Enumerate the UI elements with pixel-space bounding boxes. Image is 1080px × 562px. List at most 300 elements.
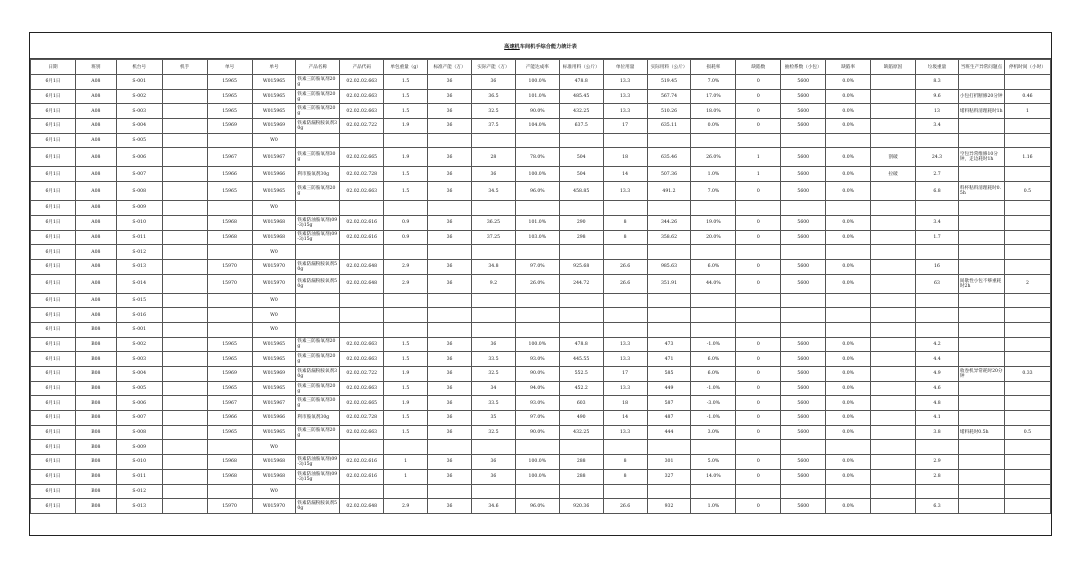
table-cell: 铁素防油胺氧剂(09-3)15g [296,230,340,245]
table-cell [916,484,959,499]
table-cell [559,440,603,455]
table-cell: 13.3 [603,381,647,396]
table-cell: 15965 [207,182,252,201]
table-cell: S-010 [116,215,162,230]
table-cell: 635.46 [647,148,691,167]
table-cell: 36 [471,75,515,90]
table-cell [1004,245,1050,260]
table-cell [559,484,603,499]
table-cell: 0.0% [826,337,871,352]
table-cell: A08 [75,133,116,148]
table-cell [428,133,472,148]
table-cell [515,293,559,308]
table-cell: 0 [736,411,781,426]
table-cell: 32.5 [471,104,515,119]
table-cell: 2.7 [916,167,959,182]
table-cell: 6月1日 [31,308,76,323]
table-cell [871,381,916,396]
table-row [31,119,1051,134]
table-cell [207,322,252,337]
table-cell [958,411,1004,426]
table-row [31,104,1051,119]
table-cell [384,440,428,455]
table-cell: 37.5 [471,119,515,134]
table-cell: A08 [75,104,116,119]
table-cell [916,201,959,216]
table-cell: A08 [75,167,116,182]
table-cell [958,440,1004,455]
table-cell: 0 [736,215,781,230]
table-cell: 507.36 [647,167,691,182]
table-cell [428,322,472,337]
table-cell: 36 [471,455,515,470]
table-cell: 36 [428,119,472,134]
table-cell [515,133,559,148]
table-cell: B08 [75,484,116,499]
table-cell [1004,133,1050,148]
column-header: 实际用料（公斤） [647,60,691,75]
table-cell [207,293,252,308]
table-row [31,293,1051,308]
table-cell: 6月1日 [31,455,76,470]
table-cell: 34.6 [471,499,515,514]
table-cell [162,245,207,260]
table-cell: 2.9 [916,455,959,470]
table-cell: 1.5 [384,411,428,426]
table-cell: 298 [559,230,603,245]
table-cell [296,245,340,260]
column-header: 单号 [252,60,296,75]
table-cell [1004,455,1050,470]
table-cell: 0 [736,425,781,440]
table-cell: 0 [736,396,781,411]
table-row [31,259,1051,274]
table-cell: A08 [75,245,116,260]
table-cell [1004,381,1050,396]
table-cell: 9.6 [916,89,959,104]
table-cell [781,440,826,455]
table-cell: 0.0% [826,469,871,484]
table-cell [207,201,252,216]
table-cell: 0.0% [826,230,871,245]
table-cell [958,201,1004,216]
table-cell: 13 [916,104,959,119]
table-cell [207,440,252,455]
table-cell: 637.5 [559,119,603,134]
table-cell [1004,75,1050,90]
table-cell: S-014 [116,274,162,293]
column-header: 当班生产异常问题点 [958,60,1004,75]
table-cell: W015965 [252,75,296,90]
table-cell: 02.02.02.665 [340,148,384,167]
table-cell: 0.0% [826,167,871,182]
table-cell: 1.5 [384,337,428,352]
table-cell: 5600 [781,259,826,274]
table-cell: 15969 [207,367,252,382]
table-cell: 36 [428,367,472,382]
table-cell [603,293,647,308]
table-cell: 15969 [207,119,252,134]
table-cell: 02.02.02.722 [340,119,384,134]
column-header: 产能达成率 [515,60,559,75]
table-cell: 36 [428,104,472,119]
table-cell: 44.0% [691,274,736,293]
table-cell: 铁素三防胺氧剂20g [296,381,340,396]
table-cell [162,396,207,411]
table-cell: 587 [647,396,691,411]
table-cell: 02.02.02.722 [340,367,384,382]
table-cell: 利市胺氧剂30g [296,411,340,426]
table-cell: 6月1日 [31,230,76,245]
table-cell: 5600 [781,230,826,245]
table-cell [340,245,384,260]
table-cell [958,396,1004,411]
table-cell [207,133,252,148]
table-cell: 3.8 [916,425,959,440]
table-cell [162,274,207,293]
table-cell: 0 [736,182,781,201]
table-cell [384,133,428,148]
table-cell: 15968 [207,230,252,245]
table-cell [871,259,916,274]
table-cell: 6月1日 [31,89,76,104]
table-cell: 504 [559,167,603,182]
table-cell [647,308,691,323]
table-cell: 8 [603,230,647,245]
table-cell: 1.9 [384,148,428,167]
table-cell: 6月1日 [31,75,76,90]
table-cell: 6月1日 [31,104,76,119]
table-cell: 0.0% [826,119,871,134]
table-cell [471,293,515,308]
table-cell: 5600 [781,182,826,201]
table-cell [515,201,559,216]
table-cell: 02.02.02.663 [340,425,384,440]
table-cell [781,245,826,260]
table-cell: A08 [75,201,116,216]
table-cell: 4.2 [916,337,959,352]
table-cell: 02.02.02.663 [340,75,384,90]
table-cell: 铁素三防胺氧剂20g [296,104,340,119]
table-cell: 17 [603,119,647,134]
table-cell: 6月1日 [31,352,76,367]
table-cell: 478.8 [559,75,603,90]
table-cell: 36 [428,411,472,426]
table-cell: 6月1日 [31,215,76,230]
table-cell: 6月1日 [31,167,76,182]
table-cell: 料杯粘料清理耗时0.5h [958,182,1004,201]
table-cell: S-016 [116,308,162,323]
table-cell: 5.0% [691,455,736,470]
table-cell: W015967 [252,396,296,411]
table-cell: 932 [647,499,691,514]
table-cell [1004,215,1050,230]
table-cell: 90.0% [515,104,559,119]
table-cell: 37.25 [471,230,515,245]
table-cell: 452.2 [559,381,603,396]
table-cell: 100.0% [515,337,559,352]
column-header: 实际产能（万） [471,60,515,75]
table-cell: 26.0% [691,148,736,167]
table-cell: 铁素防油胺氧剂(09-3)15g [296,469,340,484]
table-cell: 铁素三防胺氧剂30g [296,148,340,167]
table-row [31,182,1051,201]
table-cell: 5600 [781,119,826,134]
table-cell: W0 [252,308,296,323]
table-cell: 6月1日 [31,411,76,426]
table-cell: 0 [736,352,781,367]
table-cell [826,133,871,148]
table-cell: 0.0% [826,89,871,104]
table-cell: 6月1日 [31,274,76,293]
table-cell: S-010 [116,455,162,470]
table-cell: 301 [647,455,691,470]
table-cell: 18 [603,148,647,167]
table-cell: 920.36 [559,499,603,514]
table-cell: -1.0% [691,337,736,352]
table-cell: 504 [559,148,603,167]
table-cell [296,133,340,148]
table-cell [296,440,340,455]
table-row [31,89,1051,104]
table-cell [296,322,340,337]
table-row [31,499,1051,514]
table-cell [916,322,959,337]
table-cell: 15966 [207,411,252,426]
table-cell: 288 [559,455,603,470]
table-cell [781,201,826,216]
table-cell [781,322,826,337]
table-cell: 36 [428,215,472,230]
table-cell [515,308,559,323]
table-cell: 358.62 [647,230,691,245]
table-row [31,167,1051,182]
table-cell: S-004 [116,367,162,382]
table-cell [916,245,959,260]
table-cell: 1.5 [384,425,428,440]
column-header: 缺陷原因 [871,60,916,75]
table-cell [871,367,916,382]
table-cell: 100.0% [515,167,559,182]
table-cell: B08 [75,322,116,337]
table-cell [471,440,515,455]
table-cell: W015966 [252,411,296,426]
table-cell [691,293,736,308]
table-cell: 445.55 [559,352,603,367]
table-cell: W015965 [252,352,296,367]
table-cell [958,75,1004,90]
table-cell: B08 [75,425,116,440]
table-cell: 利市胺氧剂30g [296,167,340,182]
table-cell: B08 [75,367,116,382]
table-cell: 0.0% [826,367,871,382]
table-cell: 567.74 [647,89,691,104]
table-cell [559,201,603,216]
table-cell [1004,230,1050,245]
table-cell: 1 [384,469,428,484]
table-cell: 6月1日 [31,381,76,396]
table-cell: 0.0% [826,499,871,514]
table-cell: 3.0% [691,425,736,440]
table-cell: 2.9 [384,259,428,274]
table-cell: W0 [252,322,296,337]
table-cell: S-001 [116,75,162,90]
table-cell: S-002 [116,89,162,104]
table-cell: B08 [75,499,116,514]
table-cell: B08 [75,411,116,426]
table-cell: 36 [428,337,472,352]
table-cell [958,469,1004,484]
table-cell: 5600 [781,367,826,382]
table-cell: 间歇性小包不够重耗时2h [958,274,1004,293]
table-cell: 6月1日 [31,396,76,411]
table-row [31,75,1051,90]
table-cell [471,322,515,337]
table-cell [162,293,207,308]
table-cell: 1.0% [691,167,736,182]
table-cell [162,484,207,499]
table-cell [871,337,916,352]
table-cell [162,352,207,367]
table-cell [1004,293,1050,308]
table-cell: 15968 [207,469,252,484]
table-cell: W015965 [252,104,296,119]
table-cell: W015965 [252,425,296,440]
table-cell: 铁素防漏粉胺氧剂50g [296,274,340,293]
table-cell: 1.5 [384,167,428,182]
table-cell [691,308,736,323]
table-cell: 36 [428,455,472,470]
table-cell [781,293,826,308]
table-cell: 2.9 [384,274,428,293]
table-cell: 6月1日 [31,367,76,382]
table-cell: S-011 [116,230,162,245]
table-cell: S-006 [116,148,162,167]
table-cell: 6月1日 [31,484,76,499]
table-cell: 02.02.02.663 [340,381,384,396]
table-cell: 15965 [207,89,252,104]
table-cell: 铁素三防胺氧剂20g [296,337,340,352]
table-cell: 0 [736,469,781,484]
table-cell [1004,201,1050,216]
table-cell: 3.4 [916,119,959,134]
table-cell: S-011 [116,469,162,484]
table-cell [871,201,916,216]
table-cell [691,133,736,148]
table-cell: W015969 [252,367,296,382]
table-cell [515,440,559,455]
table-cell [958,322,1004,337]
table-cell: 94.0% [515,381,559,396]
table-cell: 0 [736,274,781,293]
table-cell: S-001 [116,322,162,337]
table-cell: 6.0% [691,352,736,367]
table-cell [384,245,428,260]
table-cell: 90.0% [515,367,559,382]
table-cell: 32.5 [471,367,515,382]
table-cell: 6月1日 [31,245,76,260]
table-cell: 02.02.02.648 [340,259,384,274]
table-cell: 0.0% [826,215,871,230]
table-cell [691,322,736,337]
table-cell [1004,396,1050,411]
table-cell: W015965 [252,337,296,352]
table-cell: B08 [75,352,116,367]
table-cell: 0 [736,367,781,382]
table-cell [162,322,207,337]
table-cell [736,322,781,337]
table-cell [871,411,916,426]
table-cell: 0 [736,230,781,245]
table-cell [871,293,916,308]
table-cell: 8 [603,215,647,230]
table-cell: 33.5 [471,352,515,367]
table-cell: 36 [428,182,472,201]
table-cell: 17.0% [691,89,736,104]
table-cell: A08 [75,274,116,293]
table-cell: W0 [252,245,296,260]
table-cell: 0 [736,104,781,119]
table-cell [340,133,384,148]
table-cell: 0.0% [826,75,871,90]
column-header: 机手 [162,60,207,75]
table-cell [162,411,207,426]
table-cell: 4.9 [916,367,959,382]
table-cell [958,133,1004,148]
table-cell: -3.0% [691,396,736,411]
table-cell [162,259,207,274]
table-cell: S-012 [116,484,162,499]
table-cell [871,89,916,104]
table-cell: 4.6 [916,381,959,396]
table-cell: 13.3 [603,352,647,367]
table-cell: B08 [75,469,116,484]
table-cell: 36 [428,425,472,440]
table-cell: 26.6 [603,499,647,514]
table-cell: 5600 [781,167,826,182]
table-cell [647,293,691,308]
table-cell: 15970 [207,499,252,514]
table-cell: A08 [75,308,116,323]
table-row [31,148,1051,167]
table-cell [471,133,515,148]
table-cell [826,440,871,455]
table-cell: 36 [428,167,472,182]
table-cell: 2.8 [916,469,959,484]
table-cell: 585 [647,367,691,382]
table-cell: 100.0% [515,469,559,484]
table-cell [647,245,691,260]
table-cell: A08 [75,182,116,201]
table-cell [162,215,207,230]
table-cell [384,201,428,216]
table-cell: 拉破 [871,167,916,182]
table-row [31,425,1051,440]
table-cell [958,259,1004,274]
table-cell: 7.0% [691,75,736,90]
table-cell: B08 [75,337,116,352]
column-header: 标准产能（万） [428,60,472,75]
table-cell: B08 [75,440,116,455]
table-cell [1004,119,1050,134]
table-cell: W015968 [252,455,296,470]
table-cell: A08 [75,89,116,104]
table-cell [428,201,472,216]
table-cell: 铁素三防胺氧剂20g [296,182,340,201]
spreadsheet [29,32,1052,536]
table-cell [916,440,959,455]
table-cell: 36 [428,352,472,367]
